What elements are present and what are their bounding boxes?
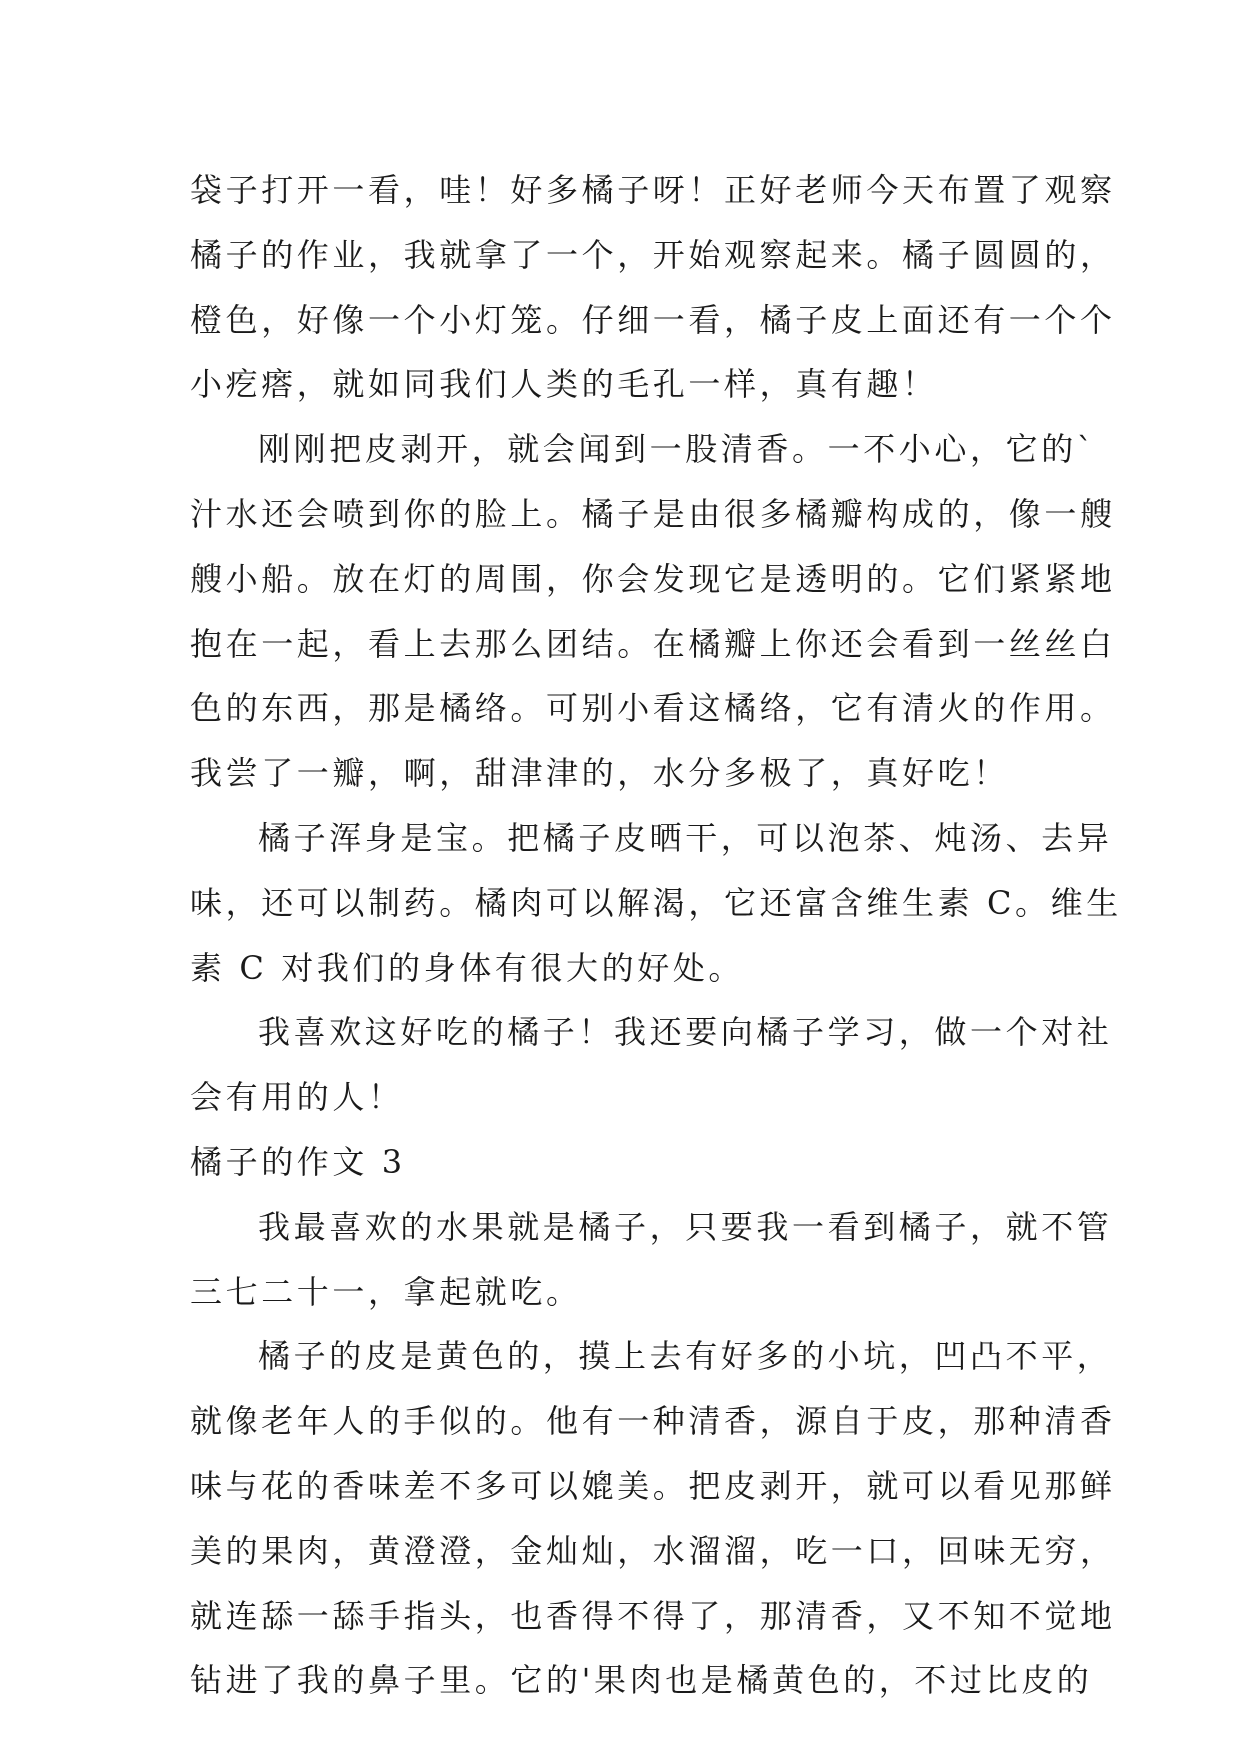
text-line: 抱在一起，看上去那么团结。在橘瓣上你还会看到一丝丝白 (190, 624, 1116, 663)
paragraph-first-line: 我喜欢这好吃的橘子！我还要向橘子学习，做一个对社 (258, 1013, 1113, 1052)
essay-text (190, 158, 1122, 1713)
text-line: 橘子的作业，我就拿了一个，开始观察起来。橘子圆圆的， (190, 235, 1116, 274)
text-line: 素 C 对我们的身体有很大的好处。 (190, 948, 745, 987)
text-line: 就像老年人的手似的。他有一种清香，源自于皮，那种清香 (190, 1402, 1116, 1441)
text-line: 味，还可以制药。橘肉可以解渴，它还富含维生素 C。维生 (190, 883, 1122, 922)
paragraph-first-line: 橘子的皮是黄色的，摸上去有好多的小坑，凹凸不平， (258, 1337, 1113, 1376)
text-line: 就连舔一舔手指头，也香得不得了，那清香，又不知不觉地 (190, 1596, 1116, 1635)
text-line: 钻进了我的鼻子里。它的'果肉也是橘黄色的，不过比皮的 (190, 1661, 1093, 1700)
text-line: 三七二十一，拿起就吃。 (190, 1272, 582, 1311)
text-line: 袋子打开一看，哇！好多橘子呀！正好老师今天布置了观察 (190, 171, 1116, 209)
text-line: 橙色，好像一个小灯笼。仔细一看，橘子皮上面还有一个个 (190, 300, 1116, 339)
text-line: 小疙瘩，就如同我们人类的毛孔一样，真有趣！ (190, 365, 938, 404)
text-line: 色的东西，那是橘络。可别小看这橘络，它有清火的作用。 (190, 689, 1116, 728)
text-line: 汁水还会喷到你的脸上。橘子是由很多橘瓣构成的，像一艘 (190, 494, 1116, 533)
text-line: 艘小船。放在灯的周围，你会发现它是透明的。它们紧紧地 (190, 559, 1116, 598)
text-line: 会有用的人！ (190, 1078, 404, 1117)
text-line: 味与花的香味差不多可以媲美。把皮剥开，就可以看见那鲜 (190, 1466, 1116, 1505)
section-heading: 橘子的作文 3 (190, 1142, 406, 1181)
paragraph-first-line: 我最喜欢的水果就是橘子，只要我一看到橘子，就不管 (258, 1207, 1113, 1246)
text-line: 美的果肉，黄澄澄，金灿灿，水溜溜，吃一口，回味无穷， (190, 1531, 1116, 1570)
paragraph-first-line: 橘子浑身是宝。把橘子皮晒干，可以泡茶、炖汤、去异 (258, 818, 1113, 857)
paragraph-first-line: 刚刚把皮剥开，就会闻到一股清香。一不小心，它的` (258, 430, 1097, 469)
text-line: 我尝了一瓣，啊，甜津津的，水分多极了，真好吃！ (190, 754, 1009, 793)
